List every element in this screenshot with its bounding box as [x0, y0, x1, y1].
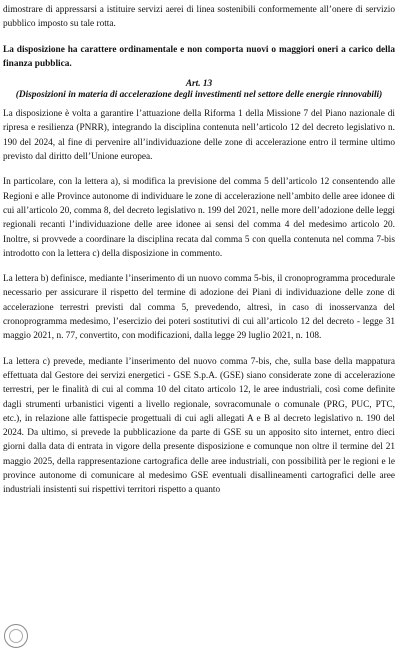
paragraph-letter-a: In particolare, con la lettera a), si modifica la previsione del comma 5 dell’articolo 12 consentendo alle Regioni e alle Province autonome di individuare le zone di accelerazione nell’ambito delle aree idonee di cui all’articolo 20, comma 8, del decreto legislativo n. 199 del 2021, nelle more dell’adozione delle leggi regionali recanti l’individuazione delle aree idonee ai sensi del comma 4 del medesimo articolo 20. Inoltre, si provvede a coordinare la disciplina recata dal comma 5 con quella contenuta nel comma 7-bis introdotto con la lettera c) della disposizione in commento.	[3, 177, 395, 259]
paragraph-letter-c: La lettera c) prevede, mediante l’inserimento del nuovo comma 7-bis, che, sulla base della mappatura effettuata dal Gestore dei servizi energetici - GSE S.p.A. (GSE) siano considerate zone di accelerazione terrestri, per le finalità di cui al comma 10 del citato articolo 12, le aree industriali, così come definite dagli strumenti urbanistici vigenti a livello regionale, sovracomunale o comunale (PRG, PUC, PTC, etc.), in relazione alle fattispecie progettuali di cui agli allegati A e B al decreto legislativo n. 190 del 2024. Da ultimo, si prevede la pubblicazione da parte di GSE su un apposito sito internet, entro dieci giorni dalla data di entrata in vigore della presente disposizione e comunque non oltre il termine del 21 maggio 2025, della rappresentazione cartografica delle aree industriali, con possibilità per le regioni e le province autonome di comunicare al medesimo GSE eventuali disallineamenti cartografici delle aree industriali insistenti sui rispettivi territori rispetto a quanto	[3, 356, 395, 496]
seal-stamp-icon	[4, 624, 28, 648]
paragraph-financial-note: La disposizione ha carattere ordinamentale e non comporta nuovi o maggiori oneri a carico della finanza pubblica.	[3, 44, 395, 69]
document-page	[3, 3, 395, 498]
article-number: Art. 13	[185, 79, 213, 90]
article-title: (Disposizioni in materia di accelerazione degli investimenti nel settore delle energie rinnovabili)	[15, 90, 383, 101]
paragraph-continuation: dimostrare di appressarsi a istituire servizi aerei di linea sostenibili conformemente all’onere di servizio pubblico imposto su tale rotta.	[3, 5, 395, 30]
paragraph-purpose: La disposizione è volta a garantire l’attuazione della Riforma 1 della Missione 7 del Piano nazionale di ripresa e resilienza (PNRR), integrando la disciplina contenuta nell’articolo 12 del decreto legislativo n. 190 del 2024, al fine di pervenire all’individuazione delle zone di accelerazione entro il termine ultimo previsto dal diritto dell’Unione europea.	[3, 109, 395, 163]
paragraph-letter-b: La lettera b) definisce, mediante l’inserimento di un nuovo comma 5-bis, il cronoprogramma procedurale necessario per assicurare il rispetto del termine di adozione dei Piani di individuazione delle zone di accelerazione terrestri previsti dal comma 5, prevedendo, altresì, in caso di inosservanza del cronoprogramma medesimo, l’esercizio dei poteri sostitutivi di cui all’articolo 12 del decreto - legge 31 maggio 2021, n. 77, convertito, con modificazioni, dalla legge 29 luglio 2021, n. 108.	[3, 274, 395, 342]
